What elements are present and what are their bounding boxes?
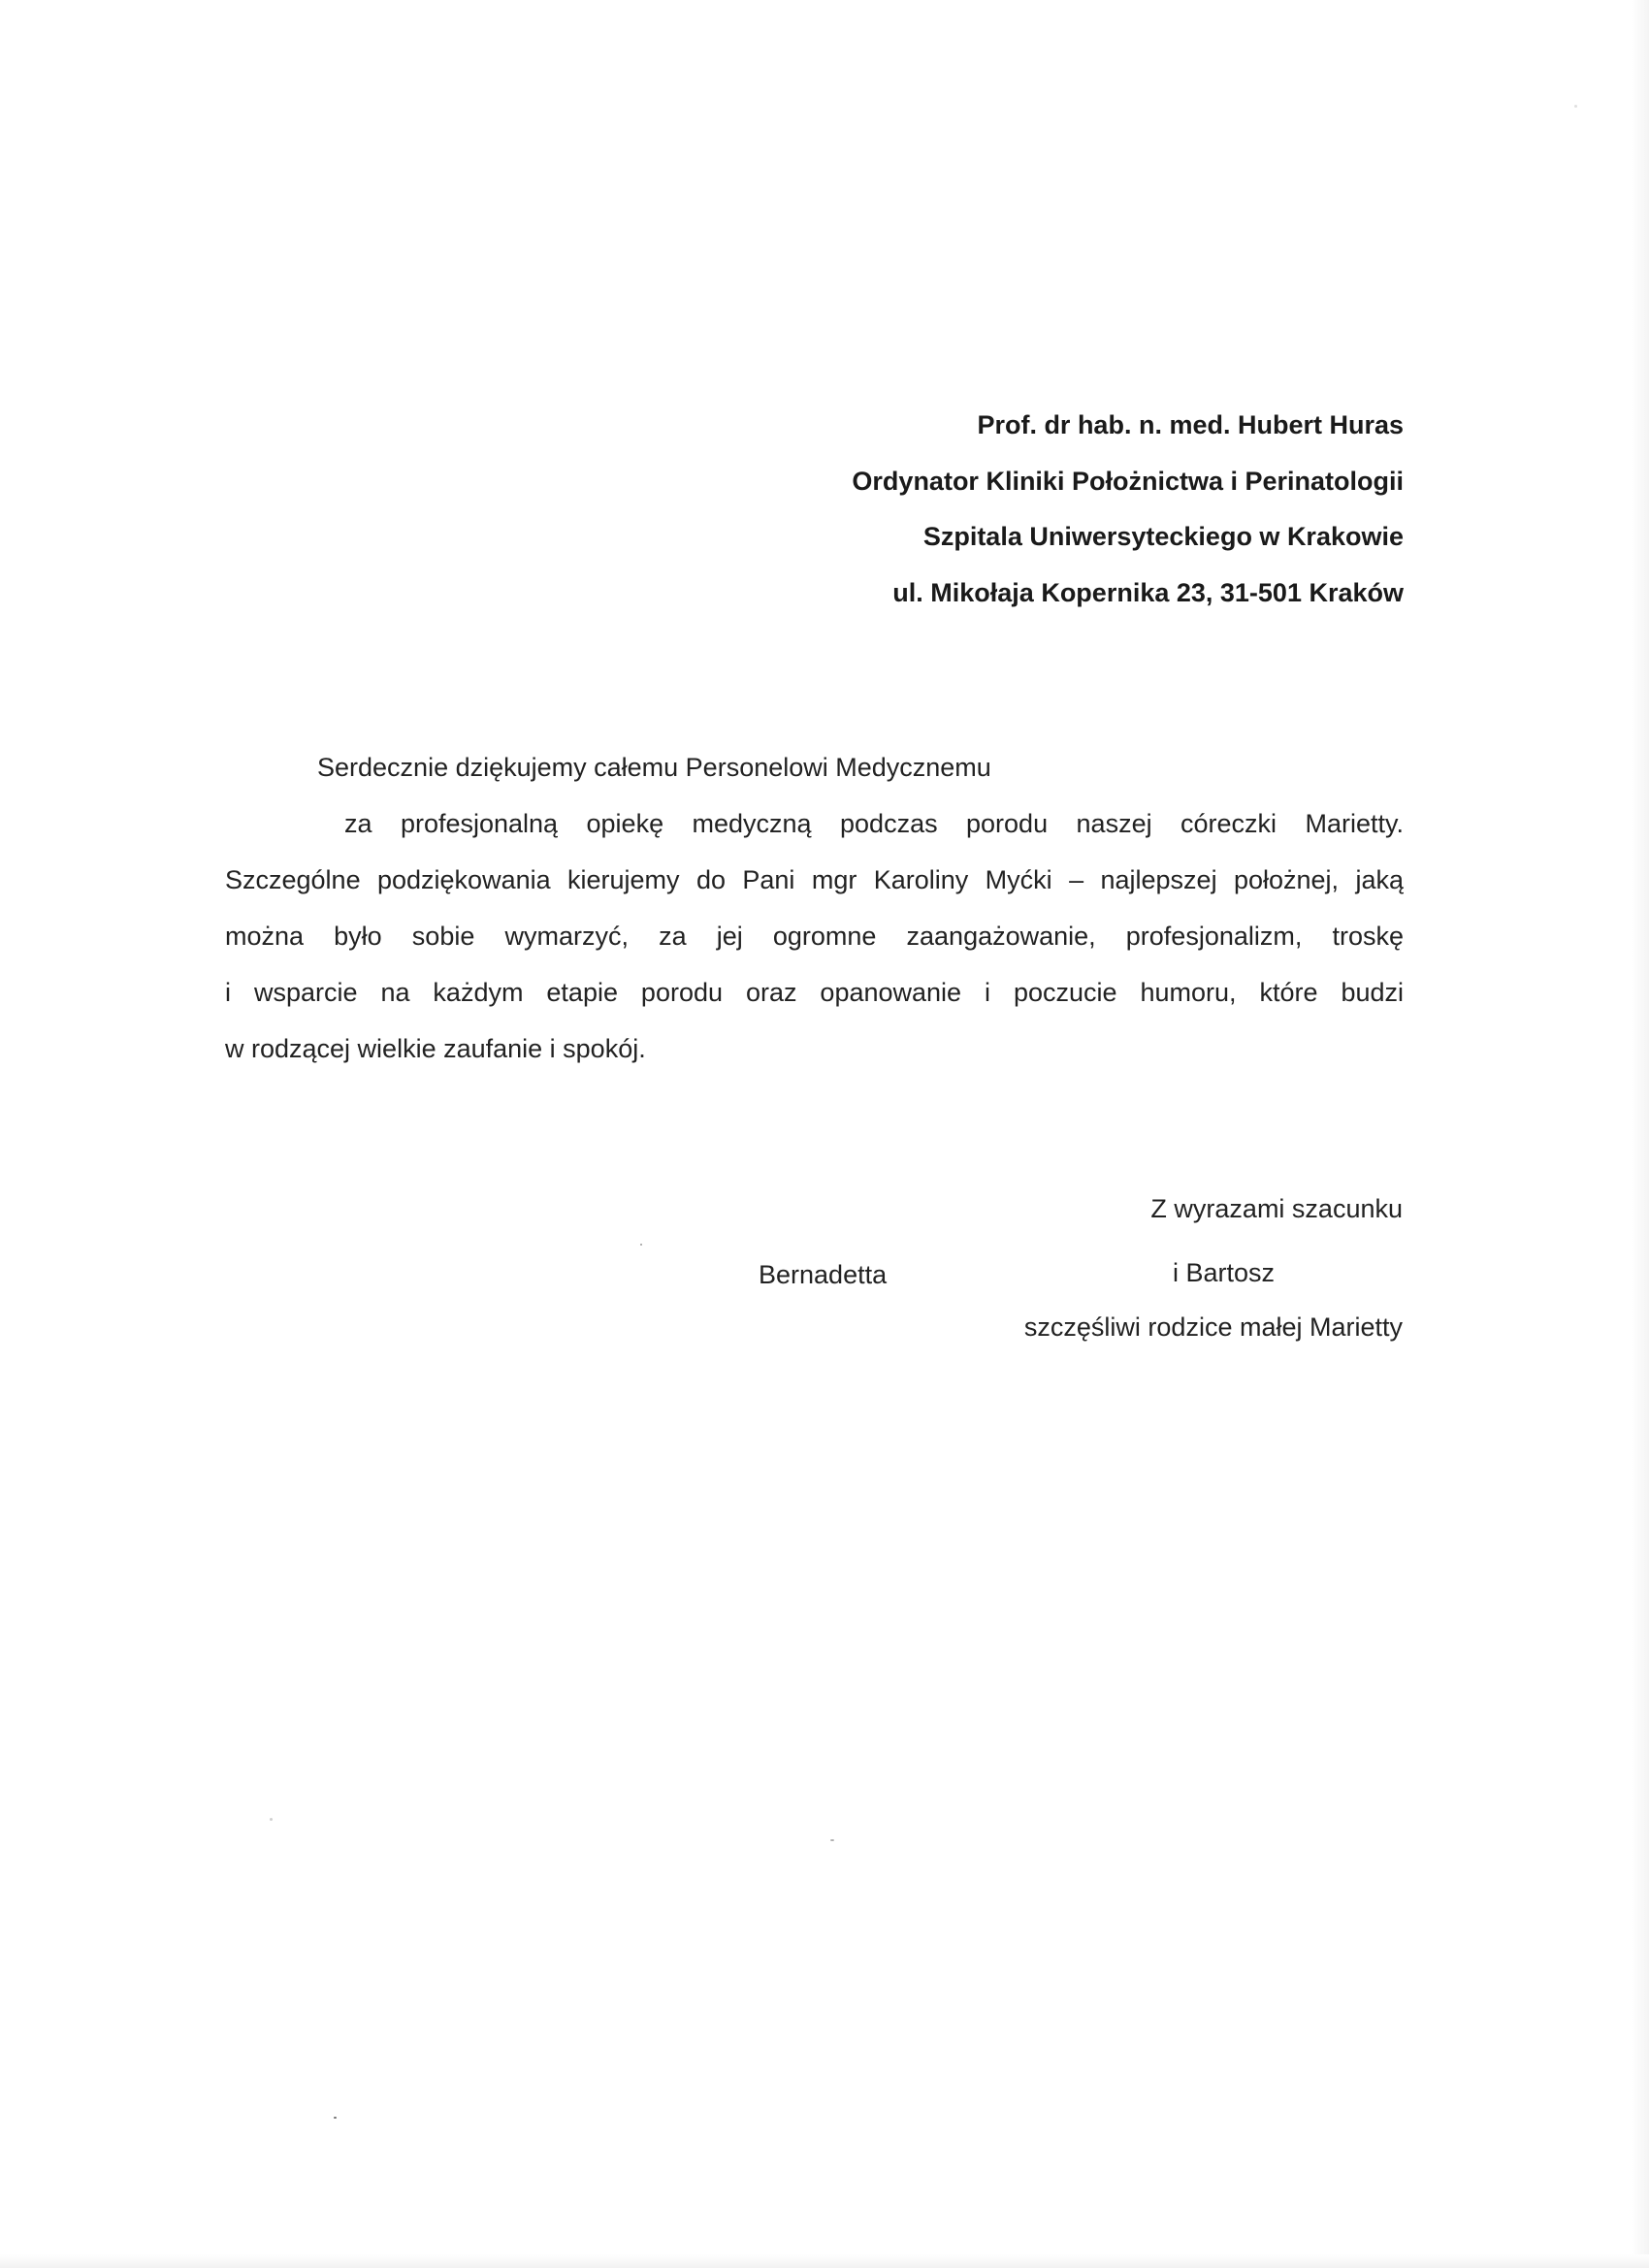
- scan-speck: [334, 2117, 337, 2119]
- body-line-5: i wsparcie na każdym etapie porodu oraz opanowanie i poczucie humoru, które budzi: [225, 978, 1404, 1007]
- body-line-3: Szczególne podziękowania kierujemy do Pani mgr Karoliny Myćki – najlepszej położnej, jaką: [225, 865, 1404, 894]
- addressee-address: ul. Mikołaja Kopernika 23, 31-501 Kraków: [892, 577, 1404, 607]
- addressee-position: Ordynator Kliniki Położnictwa i Perinatologii: [852, 466, 1404, 496]
- body-line-6: w rodzącej wielkie zaufanie i spokój.: [225, 1034, 646, 1063]
- body-line-4: można było sobie wymarzyć, za jej ogromne zaangażowanie, profesjonalizm, troskę: [225, 922, 1404, 951]
- letter-body: [225, 739, 1404, 1077]
- scan-speck: [1574, 105, 1577, 108]
- scan-speck: [640, 1244, 642, 1246]
- signature-tagline: szczęśliwi rodzice małej Marietty: [1023, 1312, 1403, 1342]
- addressee-block: [531, 398, 1404, 621]
- body-line-2: za profesjonalną opiekę medyczną podczas porodu naszej córeczki Marietty.: [344, 809, 1404, 838]
- signer-right: i Bartosz: [1173, 1258, 1276, 1287]
- scan-speck: [270, 1818, 273, 1821]
- scan-edge-right: [1632, 0, 1649, 2268]
- closing-greeting: Z wyrazami szacunku: [1150, 1194, 1403, 1223]
- scan-speck: [830, 1839, 834, 1841]
- body-line-1: Serdecznie dziękujemy całemu Personelowi Medycznemu: [317, 753, 991, 782]
- scan-edge-bottom: [0, 2254, 1649, 2268]
- addressee-institution: Szpitala Uniwersyteckiego w Krakowie: [922, 522, 1404, 551]
- addressee-name: Prof. dr hab. n. med. Hubert Huras: [977, 410, 1404, 439]
- signer-left: Bernadetta: [759, 1260, 888, 1289]
